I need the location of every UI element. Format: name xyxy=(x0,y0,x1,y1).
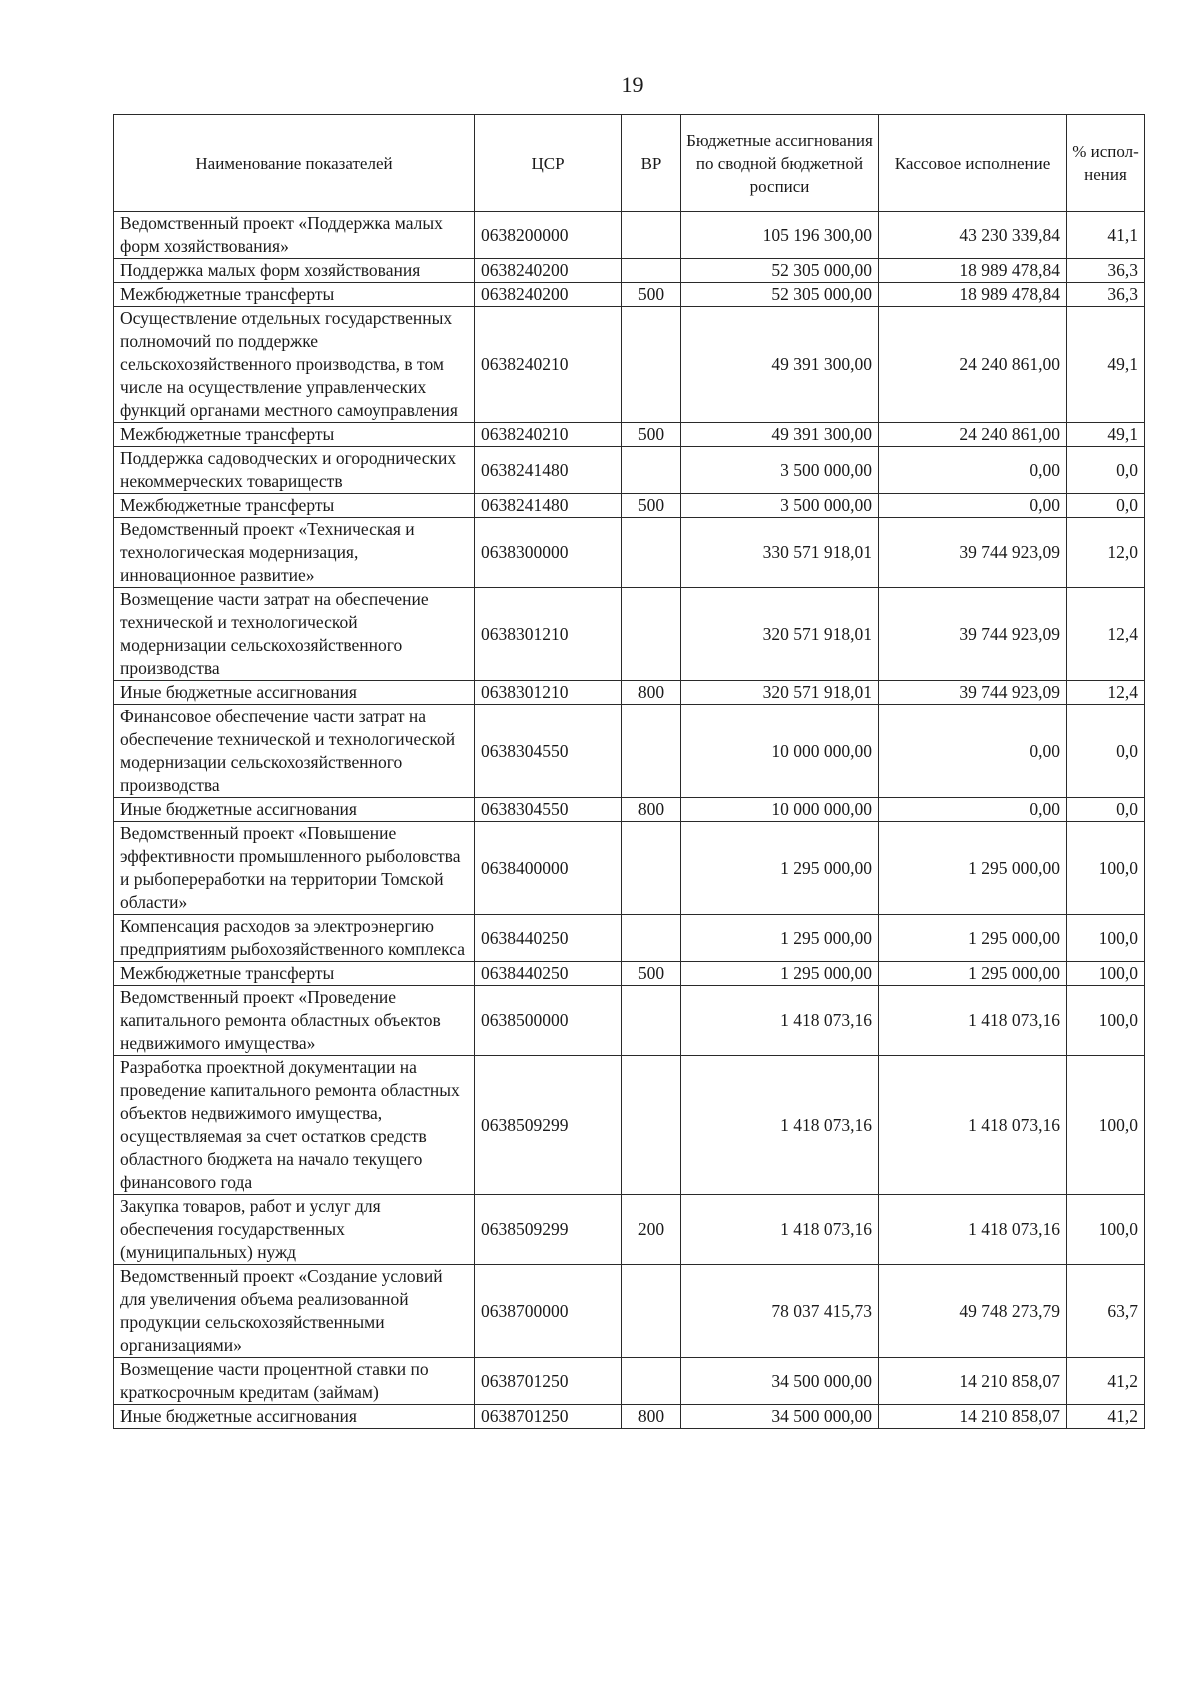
table-body xyxy=(114,212,1145,1429)
cell-cash: 39 744 923,09 xyxy=(879,681,1067,705)
cell-csr: 0638200000 xyxy=(475,212,622,259)
cell-csr: 0638440250 xyxy=(475,915,622,962)
cell-name: Межбюджетные трансферты xyxy=(114,962,475,986)
cell-cash: 1 295 000,00 xyxy=(879,915,1067,962)
cell-budget: 49 391 300,00 xyxy=(681,307,879,423)
cell-name: Межбюджетные трансферты xyxy=(114,494,475,518)
cell-csr: 0638304550 xyxy=(475,798,622,822)
header-budget: Бюджетные ассигнования по сводной бюджетной росписи xyxy=(681,115,879,212)
cell-cash: 39 744 923,09 xyxy=(879,518,1067,588)
cell-cash: 14 210 858,07 xyxy=(879,1358,1067,1405)
cell-percent: 0,0 xyxy=(1067,798,1145,822)
cell-percent: 100,0 xyxy=(1067,915,1145,962)
cell-name: Ведомственный проект «Создание условий для увеличения объема реализованной продукции сельскохозяйственными организациями» xyxy=(114,1265,475,1358)
table-row xyxy=(114,588,1145,681)
cell-budget: 330 571 918,01 xyxy=(681,518,879,588)
cell-vr: 500 xyxy=(622,962,681,986)
cell-vr xyxy=(622,518,681,588)
header-percent: % испол-нения xyxy=(1067,115,1145,212)
cell-budget: 52 305 000,00 xyxy=(681,259,879,283)
table-row xyxy=(114,1358,1145,1405)
cell-percent: 12,4 xyxy=(1067,681,1145,705)
cell-cash: 0,00 xyxy=(879,447,1067,494)
cell-cash: 49 748 273,79 xyxy=(879,1265,1067,1358)
table-row xyxy=(114,705,1145,798)
cell-cash: 18 989 478,84 xyxy=(879,259,1067,283)
cell-cash: 0,00 xyxy=(879,705,1067,798)
budget-execution-table xyxy=(113,114,1145,1429)
cell-budget: 320 571 918,01 xyxy=(681,588,879,681)
cell-csr: 0638500000 xyxy=(475,986,622,1056)
cell-cash: 1 418 073,16 xyxy=(879,1056,1067,1195)
cell-vr: 500 xyxy=(622,423,681,447)
cell-percent: 41,1 xyxy=(1067,212,1145,259)
cell-cash: 0,00 xyxy=(879,494,1067,518)
cell-vr: 500 xyxy=(622,283,681,307)
table-row xyxy=(114,986,1145,1056)
cell-csr: 0638440250 xyxy=(475,962,622,986)
table-row xyxy=(114,1195,1145,1265)
cell-csr: 0638509299 xyxy=(475,1056,622,1195)
cell-vr xyxy=(622,822,681,915)
cell-name: Финансовое обеспечение части затрат на обеспечение технической и технологической модернизации сельскохозяйственного производства xyxy=(114,705,475,798)
table-row xyxy=(114,212,1145,259)
cell-percent: 100,0 xyxy=(1067,1056,1145,1195)
cell-csr: 0638701250 xyxy=(475,1358,622,1405)
cell-name: Поддержка садоводческих и огороднических некоммерческих товариществ xyxy=(114,447,475,494)
cell-name: Межбюджетные трансферты xyxy=(114,283,475,307)
cell-name: Иные бюджетные ассигнования xyxy=(114,681,475,705)
cell-vr xyxy=(622,986,681,1056)
cell-percent: 41,2 xyxy=(1067,1405,1145,1429)
cell-vr: 800 xyxy=(622,798,681,822)
cell-csr: 0638240200 xyxy=(475,283,622,307)
cell-vr xyxy=(622,259,681,283)
cell-name: Ведомственный проект «Повышение эффективности промышленного рыболовства и рыбопереработки на территории Томской области» xyxy=(114,822,475,915)
cell-name: Компенсация расходов за электроэнергию предприятиям рыбохозяйственного комплекса xyxy=(114,915,475,962)
cell-percent: 0,0 xyxy=(1067,705,1145,798)
cell-cash: 14 210 858,07 xyxy=(879,1405,1067,1429)
cell-name: Ведомственный проект «Техническая и технологическая модернизация, инновационное развитие» xyxy=(114,518,475,588)
cell-percent: 100,0 xyxy=(1067,822,1145,915)
cell-cash: 39 744 923,09 xyxy=(879,588,1067,681)
cell-budget: 78 037 415,73 xyxy=(681,1265,879,1358)
table-row xyxy=(114,307,1145,423)
table-row xyxy=(114,681,1145,705)
table-row xyxy=(114,447,1145,494)
table-row xyxy=(114,915,1145,962)
cell-budget: 1 295 000,00 xyxy=(681,822,879,915)
cell-csr: 0638240210 xyxy=(475,423,622,447)
cell-vr xyxy=(622,705,681,798)
cell-vr xyxy=(622,1265,681,1358)
cell-csr: 0638509299 xyxy=(475,1195,622,1265)
cell-vr xyxy=(622,588,681,681)
cell-csr: 0638701250 xyxy=(475,1405,622,1429)
cell-cash: 43 230 339,84 xyxy=(879,212,1067,259)
cell-percent: 49,1 xyxy=(1067,423,1145,447)
cell-vr xyxy=(622,307,681,423)
cell-csr: 0638300000 xyxy=(475,518,622,588)
table-header-row xyxy=(114,115,1145,212)
cell-csr: 0638400000 xyxy=(475,822,622,915)
cell-vr xyxy=(622,915,681,962)
cell-budget: 1 295 000,00 xyxy=(681,962,879,986)
cell-csr: 0638241480 xyxy=(475,494,622,518)
cell-budget: 1 418 073,16 xyxy=(681,1195,879,1265)
cell-cash: 24 240 861,00 xyxy=(879,423,1067,447)
cell-csr: 0638700000 xyxy=(475,1265,622,1358)
cell-name: Возмещение части затрат на обеспечение технической и технологической модернизации сельскохозяйственного производства xyxy=(114,588,475,681)
header-csr: ЦСР xyxy=(475,115,622,212)
table-row xyxy=(114,822,1145,915)
cell-percent: 36,3 xyxy=(1067,259,1145,283)
cell-budget: 10 000 000,00 xyxy=(681,705,879,798)
cell-percent: 36,3 xyxy=(1067,283,1145,307)
cell-csr: 0638304550 xyxy=(475,705,622,798)
cell-budget: 52 305 000,00 xyxy=(681,283,879,307)
cell-vr xyxy=(622,212,681,259)
cell-name: Ведомственный проект «Проведение капитального ремонта областных объектов недвижимого имущества» xyxy=(114,986,475,1056)
cell-vr: 800 xyxy=(622,681,681,705)
cell-cash: 1 418 073,16 xyxy=(879,1195,1067,1265)
cell-csr: 0638240210 xyxy=(475,307,622,423)
cell-csr: 0638241480 xyxy=(475,447,622,494)
cell-budget: 3 500 000,00 xyxy=(681,447,879,494)
table-row xyxy=(114,423,1145,447)
cell-name: Иные бюджетные ассигнования xyxy=(114,1405,475,1429)
cell-csr: 0638301210 xyxy=(475,681,622,705)
table-row xyxy=(114,494,1145,518)
page-number: 19 xyxy=(621,72,644,97)
cell-budget: 1 295 000,00 xyxy=(681,915,879,962)
table-row xyxy=(114,1056,1145,1195)
cell-percent: 100,0 xyxy=(1067,1195,1145,1265)
cell-vr xyxy=(622,447,681,494)
table-row xyxy=(114,962,1145,986)
cell-cash: 1 418 073,16 xyxy=(879,986,1067,1056)
cell-name: Разработка проектной документации на проведение капитального ремонта областных объектов недвижимого имущества, осуществляемая за счет остатков средств областного бюджета на начало текущего финансового года xyxy=(114,1056,475,1195)
table-row xyxy=(114,1405,1145,1429)
cell-budget: 49 391 300,00 xyxy=(681,423,879,447)
header-cash: Кассовое исполнение xyxy=(879,115,1067,212)
table-row xyxy=(114,259,1145,283)
cell-percent: 41,2 xyxy=(1067,1358,1145,1405)
table-row xyxy=(114,798,1145,822)
cell-name: Ведомственный проект «Поддержка малых форм хозяйствования» xyxy=(114,212,475,259)
cell-vr xyxy=(622,1358,681,1405)
cell-budget: 320 571 918,01 xyxy=(681,681,879,705)
cell-name: Иные бюджетные ассигнования xyxy=(114,798,475,822)
cell-percent: 0,0 xyxy=(1067,447,1145,494)
cell-cash: 0,00 xyxy=(879,798,1067,822)
header-vr: ВР xyxy=(622,115,681,212)
cell-percent: 12,0 xyxy=(1067,518,1145,588)
cell-budget: 34 500 000,00 xyxy=(681,1358,879,1405)
cell-budget: 1 418 073,16 xyxy=(681,1056,879,1195)
cell-name: Закупка товаров, работ и услуг для обеспечения государственных (муниципальных) нужд xyxy=(114,1195,475,1265)
cell-percent: 63,7 xyxy=(1067,1265,1145,1358)
cell-vr: 200 xyxy=(622,1195,681,1265)
cell-budget: 3 500 000,00 xyxy=(681,494,879,518)
cell-budget: 1 418 073,16 xyxy=(681,986,879,1056)
cell-budget: 105 196 300,00 xyxy=(681,212,879,259)
table-row xyxy=(114,518,1145,588)
cell-csr: 0638240200 xyxy=(475,259,622,283)
cell-cash: 1 295 000,00 xyxy=(879,822,1067,915)
cell-name: Поддержка малых форм хозяйствования xyxy=(114,259,475,283)
cell-name: Возмещение части процентной ставки по краткосрочным кредитам (займам) xyxy=(114,1358,475,1405)
table-row xyxy=(114,283,1145,307)
cell-vr: 500 xyxy=(622,494,681,518)
cell-name: Осуществление отдельных государственных полномочий по поддержке сельскохозяйственного производства, в том числе на осуществление управленческих функций органами местного самоуправления xyxy=(114,307,475,423)
cell-percent: 100,0 xyxy=(1067,986,1145,1056)
cell-budget: 34 500 000,00 xyxy=(681,1405,879,1429)
header-name: Наименование показателей xyxy=(114,115,475,212)
cell-name: Межбюджетные трансферты xyxy=(114,423,475,447)
cell-cash: 24 240 861,00 xyxy=(879,307,1067,423)
cell-vr xyxy=(622,1056,681,1195)
cell-percent: 49,1 xyxy=(1067,307,1145,423)
cell-csr: 0638301210 xyxy=(475,588,622,681)
cell-cash: 18 989 478,84 xyxy=(879,283,1067,307)
cell-cash: 1 295 000,00 xyxy=(879,962,1067,986)
cell-percent: 12,4 xyxy=(1067,588,1145,681)
table-row xyxy=(114,1265,1145,1358)
cell-vr: 800 xyxy=(622,1405,681,1429)
cell-percent: 0,0 xyxy=(1067,494,1145,518)
cell-budget: 10 000 000,00 xyxy=(681,798,879,822)
cell-percent: 100,0 xyxy=(1067,962,1145,986)
